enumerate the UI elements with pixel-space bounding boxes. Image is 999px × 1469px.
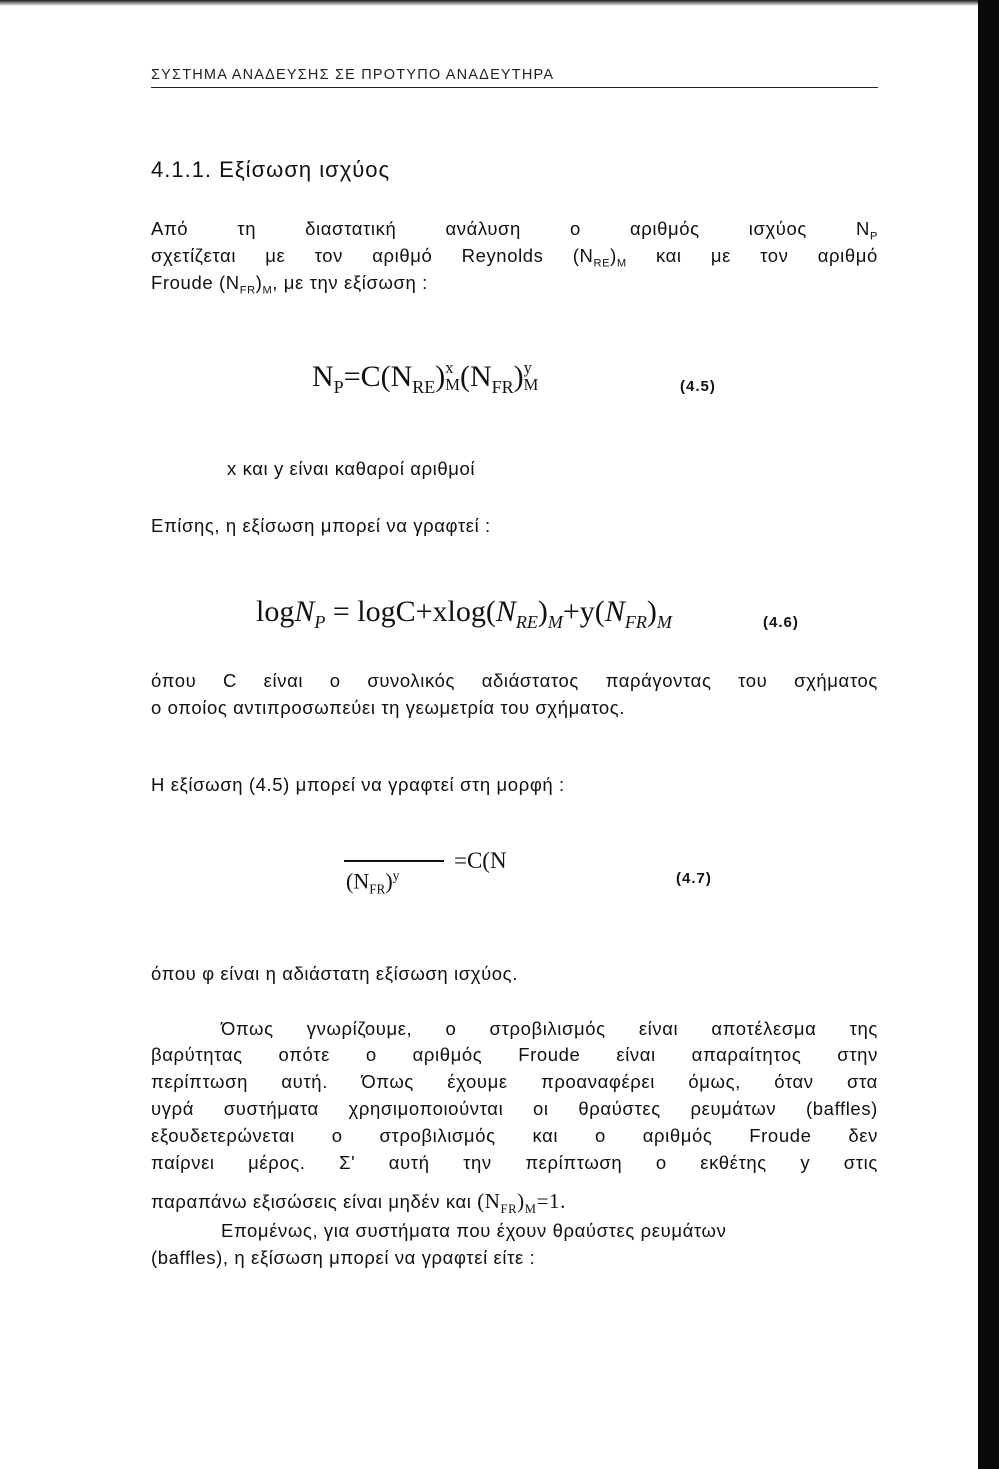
para-line-1 bbox=[221, 1018, 878, 1040]
equation-number-4-6: (4.6) bbox=[763, 614, 799, 631]
word: αριθμό bbox=[817, 245, 878, 266]
word: όπου bbox=[151, 670, 197, 691]
froude-m-symbol: $(N_{FR})_M=1$. bbox=[477, 1189, 566, 1217]
word: Όπως bbox=[221, 1018, 274, 1039]
word: σχήματος bbox=[794, 670, 878, 691]
word: οι bbox=[533, 1098, 549, 1119]
also-line: Επίσης, η εξίσωση μπορεί να γραφτεί : bbox=[151, 515, 491, 536]
word: όμως, bbox=[688, 1071, 741, 1092]
word: διαστατική bbox=[305, 218, 397, 239]
form-intro: Η εξίσωση (4.5) μπορεί να γραφτεί στη μορφή : bbox=[151, 774, 565, 795]
word: μέρος. bbox=[248, 1152, 306, 1173]
word: αριθμός bbox=[642, 1125, 713, 1146]
word: ο bbox=[594, 1125, 606, 1146]
word: σχετίζεται bbox=[151, 245, 237, 266]
word: την bbox=[463, 1152, 492, 1173]
header-rule bbox=[151, 87, 878, 88]
para-line-3 bbox=[151, 1071, 878, 1093]
right-scan-border bbox=[978, 0, 999, 1469]
word: οπότε bbox=[278, 1044, 330, 1065]
word: απαραίτητος bbox=[691, 1044, 802, 1065]
power-number-symbol: $N_P$ bbox=[856, 218, 878, 243]
word: αριθμός bbox=[412, 1044, 483, 1065]
word: ισχύος bbox=[748, 218, 807, 239]
para-line-5 bbox=[151, 1125, 878, 1147]
para-line-9: (baffles), η εξίσωση μπορεί να γραφτεί είτε : bbox=[151, 1247, 536, 1268]
word: στροβιλισμός bbox=[379, 1125, 496, 1146]
word: αριθμός bbox=[630, 218, 700, 239]
word: Από bbox=[151, 218, 189, 239]
intro-line-2 bbox=[151, 245, 878, 275]
word: αυτή bbox=[388, 1152, 430, 1173]
word: δεν bbox=[848, 1125, 878, 1146]
word: C bbox=[223, 670, 237, 691]
word: υγρά bbox=[151, 1098, 194, 1119]
word: βαρύτητας bbox=[151, 1044, 243, 1065]
word: Reynolds bbox=[461, 245, 544, 266]
word: και bbox=[532, 1125, 559, 1146]
word: ο bbox=[329, 670, 341, 691]
word: τον bbox=[314, 245, 343, 266]
intro-line-1 bbox=[151, 218, 878, 248]
word: παράγοντας bbox=[605, 670, 712, 691]
word: αδιάστατος bbox=[481, 670, 579, 691]
reynolds-symbol: $(N_{RE})_M$ bbox=[572, 245, 627, 270]
word: συνολικός bbox=[367, 670, 456, 691]
word: είναι bbox=[263, 670, 304, 691]
word: Όπως bbox=[361, 1071, 414, 1092]
word: χρησιμοποιούνται bbox=[348, 1098, 504, 1119]
word: του bbox=[738, 670, 768, 691]
word: εκθέτης bbox=[700, 1152, 767, 1173]
word: περίπτωση bbox=[151, 1071, 249, 1092]
word: ο bbox=[655, 1152, 667, 1173]
word: της bbox=[849, 1018, 878, 1039]
para-line-8: Επομένως, για συστήματα που έχουν θραύστες ρευμάτων bbox=[221, 1220, 727, 1241]
word: τη bbox=[237, 218, 257, 239]
word: θραύστες bbox=[578, 1098, 661, 1119]
word: ο bbox=[365, 1044, 377, 1065]
where-c-line-2: ο οποίος αντιπροσωπεύει τη γεωμετρία του σχήματος. bbox=[151, 697, 625, 718]
word: στροβιλισμός bbox=[489, 1018, 606, 1039]
equation-number-4-5: (4.5) bbox=[680, 378, 716, 395]
para-line-6 bbox=[151, 1152, 878, 1174]
equation-4-6: $\log N_P = \log C+xlog(N_{RE})_M+y(N_{FR})_M$ bbox=[256, 595, 672, 632]
para-line-2 bbox=[151, 1044, 878, 1066]
intro-line-3: Froude $(N_{FR})_M$, με την εξίσωση : bbox=[151, 272, 428, 297]
word: τον bbox=[760, 245, 789, 266]
top-scan-border bbox=[0, 0, 978, 6]
word: αποτέλεσμα bbox=[711, 1018, 817, 1039]
para-line-4 bbox=[151, 1098, 878, 1120]
where-phi: όπου φ είναι η αδιάστατη εξίσωση ισχύος. bbox=[151, 963, 518, 984]
word: Σ' bbox=[339, 1152, 356, 1173]
word: ο bbox=[331, 1125, 343, 1146]
word: συστήματα bbox=[223, 1098, 319, 1119]
word: έχουμε bbox=[447, 1071, 508, 1092]
equation-4-7-rhs: =C(N bbox=[454, 848, 507, 873]
word: ανάλυση bbox=[445, 218, 521, 239]
xy-note: x και y είναι καθαροί αριθμοί bbox=[227, 458, 476, 479]
word: αριθμό bbox=[372, 245, 433, 266]
para-line-7: παραπάνω εξισώσεις είναι μηδέν και $(N_{FR})_M=1$. bbox=[151, 1189, 566, 1217]
word: y bbox=[800, 1152, 811, 1173]
equation-number-4-7: (4.7) bbox=[676, 870, 712, 887]
word: ο bbox=[570, 218, 581, 239]
equation-4-5: $N_P=C(N_{RE})$ x M $(N_{FR})$ y M bbox=[312, 358, 539, 397]
word: στις bbox=[843, 1152, 878, 1173]
word: περίπτωση bbox=[525, 1152, 623, 1173]
word: εξουδετερώνεται bbox=[151, 1125, 295, 1146]
where-c-line-1 bbox=[151, 670, 878, 692]
running-header: ΣΥΣΤΗΜΑ ΑΝΑΔΕΥΣΗΣ ΣΕ ΠΡΟΤΥΠΟ ΑΝΑΔΕΥΤΗΡΑ bbox=[151, 67, 555, 83]
equation-4-7-denominator: $(N_{FR})^y$ bbox=[346, 868, 400, 897]
word: με bbox=[265, 245, 286, 266]
word: στα bbox=[847, 1071, 878, 1092]
word: Froude bbox=[518, 1044, 581, 1065]
fraction-bar bbox=[344, 860, 444, 862]
word: είναι bbox=[638, 1018, 679, 1039]
word: και bbox=[655, 245, 682, 266]
word: με bbox=[710, 245, 731, 266]
word: αυτή. bbox=[281, 1071, 328, 1092]
word: (baffles) bbox=[806, 1098, 878, 1119]
word: παίρνει bbox=[151, 1152, 215, 1173]
word: Froude bbox=[749, 1125, 812, 1146]
word: προαναφέρει bbox=[541, 1071, 655, 1092]
word: στην bbox=[837, 1044, 878, 1065]
word: ρευμάτων bbox=[690, 1098, 777, 1119]
word: όταν bbox=[774, 1071, 814, 1092]
word: ο bbox=[445, 1018, 457, 1039]
word: είναι bbox=[616, 1044, 656, 1065]
word: γνωρίζουμε, bbox=[306, 1018, 413, 1039]
section-title: 4.1.1. Εξίσωση ισχύος bbox=[151, 157, 391, 182]
